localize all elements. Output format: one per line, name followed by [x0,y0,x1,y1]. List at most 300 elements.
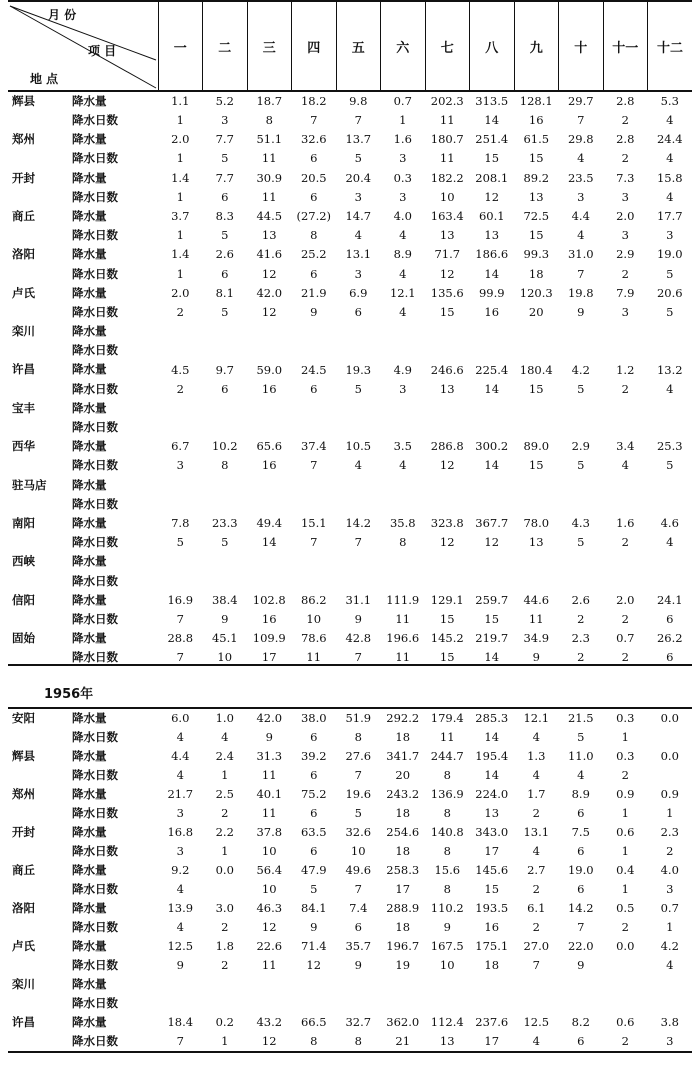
precip-value: 51.9 [345,711,372,725]
days-value: 4 [532,1033,540,1048]
days-value [514,572,559,591]
days-value: 13 [484,228,500,243]
days-value: 15 [484,882,500,896]
precip-value [292,552,337,571]
days-value: 4 [354,458,362,473]
days-value: 8 [443,806,451,820]
precip-value: 129.1 [430,592,464,607]
precip-value [648,552,693,571]
precip-value: 32.6 [300,132,327,147]
days-value: 7 [577,920,585,934]
precip-value [203,975,248,994]
days-value: 14 [484,650,500,665]
table-row [8,533,692,552]
days-value: 2 [621,113,629,128]
days-value: 3 [666,228,674,243]
days-value: 10 [439,958,455,972]
days-value: 2 [532,806,540,820]
days-value [470,341,515,360]
days-value: 11 [395,650,411,665]
days-label: 降水日数 [72,882,118,896]
precip-value: 0.9 [616,787,635,801]
precip-value: 42.8 [345,631,372,646]
days-value: 3 [176,844,184,858]
days-label: 降水日数 [72,381,118,396]
days-value [247,418,292,437]
days-value: 16 [528,113,544,128]
precip-value: 2.0 [616,209,635,224]
table-row [8,994,692,1013]
station-name: 卢氏 [12,285,35,300]
days-value: 11 [261,151,277,166]
precip-value: 20.6 [656,285,683,300]
precip-value: 4.4 [571,209,590,224]
days-value: 3 [221,113,229,128]
days-value: 3 [577,189,585,204]
days-value: 18 [528,266,544,281]
precip-value: 11.0 [567,749,594,763]
days-value [514,495,559,514]
precip-value: 75.2 [300,787,327,801]
days-value: 9 [310,304,318,319]
precip-value: 1.2 [616,362,635,377]
days-value [470,418,515,437]
table-row [8,785,692,804]
days-value: 6 [354,304,362,319]
days-value [292,572,337,591]
precip-value: 27.0 [523,939,550,953]
precip-value: 45.1 [211,631,238,646]
days-value: 1 [621,882,629,896]
precip-value: 8.9 [571,787,590,801]
precip-value: 84.1 [300,901,327,915]
days-value: 13 [528,535,544,550]
days-value: 8 [310,1033,318,1048]
precip-value [425,476,470,495]
days-value: 2 [621,381,629,396]
precip-value: 208.1 [475,170,509,185]
table-row [8,245,692,264]
precip-value [381,399,426,418]
days-value: 6 [310,189,318,204]
days-value [158,418,203,437]
month-header: 一 [158,1,203,91]
days-value [336,495,381,514]
precip-value: 2.6 [571,592,590,607]
days-label: 降水日数 [72,228,118,243]
station-name: 西峡 [12,554,35,569]
days-value: 2 [176,304,184,319]
days-value: 12 [439,458,455,473]
table-row [8,380,692,399]
precip-value [603,399,648,418]
precip-value: 2.8 [616,94,635,108]
table-row [8,823,692,842]
days-value: 4 [532,844,540,858]
month-header: 九 [514,1,559,91]
days-value: 6 [310,381,318,396]
precip-value [648,399,693,418]
precip-value: 1.3 [527,749,546,763]
precip-label: 降水量 [72,554,107,569]
precip-value: 13.1 [345,247,372,262]
days-value: 7 [310,458,318,473]
precip-value: 120.3 [519,285,553,300]
days-value: 9 [577,958,585,972]
days-value: 18 [395,920,411,934]
table-row [8,610,692,629]
precip-value: 0.3 [393,170,412,185]
precip-value [470,552,515,571]
days-value: 7 [176,650,184,665]
precip-value: 78.6 [300,631,327,646]
precip-value: 136.9 [430,787,464,801]
station-name: 开封 [12,825,35,839]
precip-value: 140.8 [430,825,464,839]
days-value: 4 [666,381,674,396]
precip-value [203,552,248,571]
days-value: 15 [528,458,544,473]
precip-label: 降水量 [72,939,107,953]
table-row [8,303,692,322]
precip-value: 89.2 [523,170,550,185]
table-row [8,322,692,341]
precip-value [203,399,248,418]
days-value: 21 [395,1033,411,1048]
precip-value: 25.2 [300,247,327,262]
days-value: 3 [176,806,184,820]
days-value: 1 [666,806,674,820]
precip-value: 1.1 [171,94,190,108]
precip-value: 2.9 [616,247,635,262]
days-value [247,341,292,360]
days-value: 2 [666,844,674,858]
days-label: 降水日数 [72,343,118,358]
precip-value: 186.6 [475,247,509,262]
table-body-top [8,91,692,667]
precip-value: 4.2 [571,362,590,377]
station-name: 栾川 [12,977,35,991]
days-value: 9 [354,958,362,972]
precip-value: 145.6 [475,863,509,877]
days-value: 12 [439,266,455,281]
precip-value: 71.4 [300,939,327,953]
days-value: 7 [176,1033,184,1048]
precip-value: 61.5 [523,132,550,147]
precip-value: 9.7 [215,362,234,377]
precip-value [381,476,426,495]
table-row [8,899,692,918]
precip-value [470,399,515,418]
precip-value [247,476,292,495]
days-value: 18 [395,844,411,858]
precip-value [292,476,337,495]
days-value: 8 [310,228,318,243]
days-value: 15 [439,650,455,665]
precip-value: 26.2 [656,631,683,646]
precip-label: 降水量 [72,863,107,877]
days-value: 15 [528,151,544,166]
precip-value: 1.6 [616,516,635,531]
days-value: 6 [310,151,318,166]
table-row [8,918,692,937]
precip-value: 0.7 [660,901,679,915]
precip-value: 111.9 [386,592,420,607]
month-header: 二 [203,1,248,91]
station-name: 驻马店 [12,477,47,492]
month-header: 四 [292,1,337,91]
days-value: 1 [221,1033,229,1048]
days-value: 6 [577,1033,585,1048]
precip-value [158,399,203,418]
precip-value [247,975,292,994]
days-value [158,572,203,591]
precip-label: 降水量 [72,324,107,339]
days-value [158,495,203,514]
days-value: 15 [484,611,500,626]
days-value: 4 [666,535,674,550]
days-value: 11 [439,730,455,744]
precip-value: 4.6 [660,516,679,531]
precip-value: 3.0 [215,901,234,915]
days-value: 13 [261,228,277,243]
station-name: 开封 [12,170,35,185]
station-name: 许昌 [12,362,35,377]
precip-value: 180.7 [430,132,464,147]
days-value [381,341,426,360]
days-value: 16 [261,611,277,626]
precip-value: 18.7 [256,94,283,108]
precip-value: 31.1 [345,592,372,607]
precip-value: 145.2 [430,631,464,646]
precip-value: 1.4 [171,170,190,185]
days-value: 3 [354,266,362,281]
days-value: 18 [395,806,411,820]
precip-value: 258.3 [386,863,420,877]
precip-value [603,975,648,994]
precip-value: 44.6 [523,592,550,607]
days-value: 12 [484,535,500,550]
station-name: 宝丰 [12,400,35,415]
table-row [8,188,692,207]
precip-value [603,476,648,495]
days-value: 2 [621,611,629,626]
days-label: 降水日数 [72,535,118,550]
days-value: 16 [261,458,277,473]
precip-value: 10.5 [345,439,372,454]
table-row [8,284,692,303]
month-header: 六 [381,1,426,91]
precip-table-top [8,0,692,667]
precip-value [292,322,337,341]
station-name: 辉县 [12,94,35,108]
precip-value [559,476,604,495]
precip-value: 196.7 [386,939,420,953]
days-value: 13 [439,228,455,243]
precip-label: 降水量 [72,247,107,262]
days-value: 3 [399,151,407,166]
days-value: 6 [221,266,229,281]
days-value: 4 [354,228,362,243]
days-value: 4 [176,882,184,896]
precip-value: 14.2 [567,901,594,915]
precip-value: 14.2 [345,516,372,531]
days-value [559,495,604,514]
days-value: 9 [443,920,451,934]
days-value: 5 [666,458,674,473]
corner-month-label: 月 份 [48,8,77,22]
days-value [425,495,470,514]
precip-value [336,399,381,418]
days-value [247,994,292,1013]
precip-value: 42.0 [256,285,283,300]
precip-value [514,476,559,495]
precip-value: 31.0 [567,247,594,262]
days-value: 1 [221,768,229,782]
table-row [8,476,692,495]
days-value: 6 [221,381,229,396]
table-row [8,861,692,880]
days-value [648,766,693,785]
table-row [8,360,692,379]
days-value: 6 [354,920,362,934]
days-value: 1 [176,266,184,281]
days-value: 12 [484,189,500,204]
days-value [247,495,292,514]
days-value: 6 [310,768,318,782]
days-label: 降水日数 [72,458,118,473]
days-value: 3 [666,882,674,896]
precip-label: 降水量 [72,592,107,607]
days-value [514,994,559,1013]
days-label: 降水日数 [72,151,118,166]
days-value: 4 [399,266,407,281]
precip-label: 降水量 [72,901,107,915]
precip-value: 7.5 [571,825,590,839]
precip-value: 78.0 [523,516,550,531]
precip-value: 0.6 [616,1014,635,1029]
days-value [247,572,292,591]
days-value: 7 [354,535,362,550]
precip-value [425,552,470,571]
days-value: 20 [528,304,544,319]
precip-value: 0.7 [616,631,635,646]
precip-value: 37.4 [300,439,327,454]
days-value: 17 [261,650,277,665]
days-value [425,994,470,1013]
precip-value: 244.7 [430,749,464,763]
precip-value: 51.1 [256,132,283,147]
precip-value: 4.5 [171,362,190,377]
month-header: 八 [470,1,515,91]
precip-value: 19.8 [567,285,594,300]
table-row [8,842,692,861]
table-row [8,728,692,747]
days-value: 4 [399,458,407,473]
month-header: 七 [425,1,470,91]
days-value: 10 [306,611,322,626]
days-value: 11 [439,151,455,166]
precip-value: 8.2 [571,1014,590,1029]
days-value [336,572,381,591]
days-value: 5 [221,228,229,243]
precip-value: 2.5 [215,787,234,801]
precip-value: 35.8 [389,516,416,531]
table-row [8,514,692,533]
station-name: 辉县 [12,749,35,763]
precip-value: 24.4 [656,132,683,147]
days-value [158,341,203,360]
precip-value: 2.7 [527,863,546,877]
precip-value: 41.6 [256,247,283,262]
days-value: 5 [221,151,229,166]
precip-value [292,399,337,418]
days-value: 3 [399,189,407,204]
days-value: 14 [484,768,500,782]
station-name: 卢氏 [12,939,35,953]
days-value: 5 [577,458,585,473]
precip-value [381,975,426,994]
precip-value [336,476,381,495]
precip-value: 22.0 [567,939,594,953]
precip-value: 4.0 [393,209,412,224]
precip-value: 27.6 [345,749,372,763]
days-value: 1 [176,228,184,243]
precip-table-bottom [8,709,692,1053]
days-value: 7 [354,113,362,128]
days-value [603,418,648,437]
precip-value [425,975,470,994]
precip-value: 3.4 [616,439,635,454]
precip-value [158,975,203,994]
precip-value: 7.4 [349,901,368,915]
days-value: 6 [221,189,229,204]
precip-value [603,322,648,341]
days-value: 1 [221,844,229,858]
precip-value: 2.2 [215,825,234,839]
precip-value: 24.1 [656,592,683,607]
precip-value: 135.6 [430,285,464,300]
days-value: 6 [310,806,318,820]
precip-value: 110.2 [430,901,464,915]
precip-label: 降水量 [72,285,107,300]
precip-value: 18.2 [300,94,327,108]
precip-value: 17.7 [656,209,683,224]
precip-value [336,975,381,994]
days-value [648,418,693,437]
precip-value [514,399,559,418]
days-value: 2 [621,1033,629,1048]
days-value: 13 [439,1033,455,1048]
days-value: 16 [261,381,277,396]
days-value: 10 [261,844,277,858]
precip-value: 4.4 [171,749,190,763]
days-value: 5 [221,535,229,550]
days-value [381,994,426,1013]
table-row [8,149,692,168]
days-value: 15 [484,151,500,166]
precip-value: 22.6 [256,939,283,953]
days-value [203,341,248,360]
precip-value: 259.7 [475,592,509,607]
precip-value: 175.1 [475,939,509,953]
table-row [8,207,692,226]
precip-value [648,975,693,994]
precip-value: 47.9 [300,863,327,877]
precip-value [158,552,203,571]
station-name: 安阳 [12,711,35,725]
days-value: 14 [261,535,277,550]
